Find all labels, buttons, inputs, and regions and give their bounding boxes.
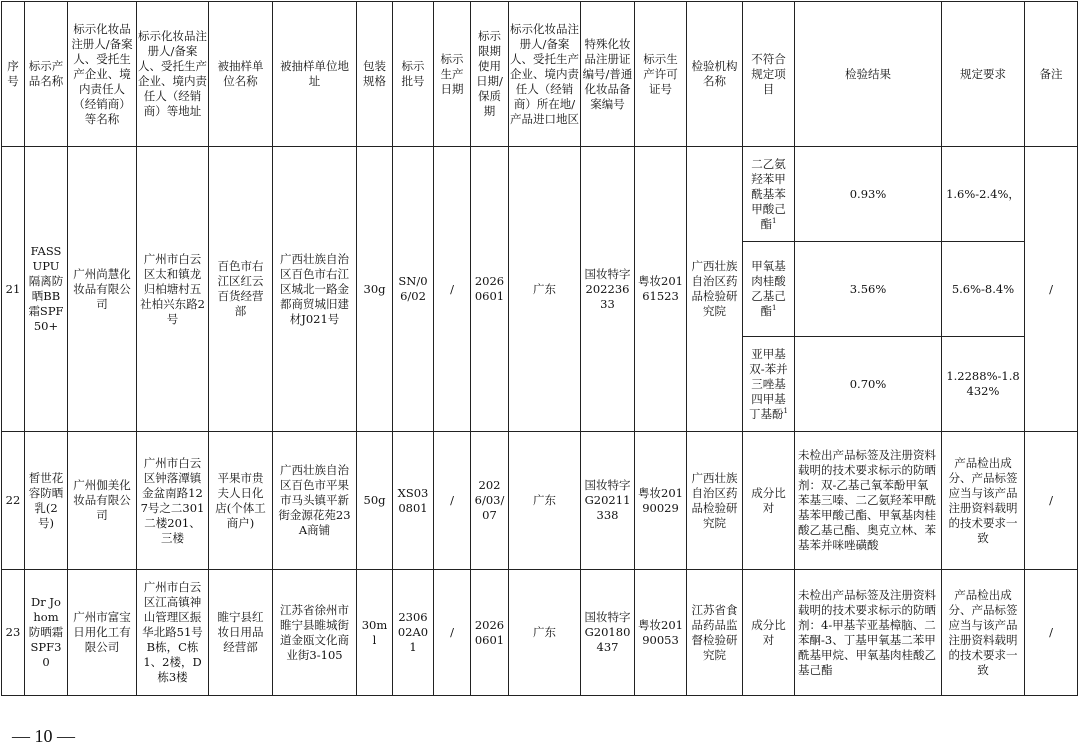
cell-company: 广州市富宝日用化工有限公司 [68, 570, 137, 696]
header-cell: 序号 [2, 2, 25, 147]
cell-requirement: 1.6%-2.4%， [942, 147, 1025, 242]
cell-lab: 广西壮族自治区药品检验研究院 [687, 432, 743, 570]
header-cell: 标示限期使用日期/保质期 [471, 2, 509, 147]
cell-product-name: Dr Johom防晒霜SPF30 [25, 570, 68, 696]
footnote-mark: 1 [772, 304, 777, 313]
cell-no: 22 [2, 432, 25, 570]
cell-prod-date: / [434, 570, 471, 696]
table-row [2, 147, 1078, 242]
cell-reg-no: 国妆特字G20180437 [581, 570, 635, 696]
cell-requirement: 产品检出成分、产品标签应当与该产品注册资料载明的技术要求一致 [942, 570, 1025, 696]
header-cell: 标示化妆品注册人/备案人、受托生产企业、境内责任人（经销商）等地址 [137, 2, 209, 147]
cell-expiry: 20260601 [471, 147, 509, 432]
cell-result: 3.56% [795, 242, 942, 337]
cell-reg-no: 国妆特字G20211338 [581, 432, 635, 570]
header-cell: 不符合规定项目 [743, 2, 795, 147]
cell-result: 未检出产品标签及注册资料载明的技术要求标示的防晒剂：4-甲基苄亚基樟脑、二苯酮-3、丁基甲氧基二苯甲酰基甲烷、甲氧基肉桂酸乙基己酯 [795, 570, 942, 696]
cell-note: / [1025, 570, 1078, 696]
cell-batch: SN/06/02 [393, 147, 434, 432]
cell-item [743, 242, 795, 337]
cell-lab: 江苏省食品药品监督检验研究院 [687, 570, 743, 696]
header-cell: 标示生产许可证号 [635, 2, 687, 147]
header-row [2, 2, 1078, 147]
cell-note: / [1025, 147, 1078, 432]
cell-item: 成分比对 [743, 570, 795, 696]
cell-item [743, 147, 795, 242]
cell-spec: 50g [357, 432, 393, 570]
header-cell: 检验结果 [795, 2, 942, 147]
header-cell: 检验机构名称 [687, 2, 743, 147]
cell-requirement: 5.6%-8.4% [942, 242, 1025, 337]
cell-sampled-address: 广西壮族自治区百色市右江区城北一路金都商贸城旧建材J021号 [273, 147, 357, 432]
cell-lab: 广西壮族自治区药品检验研究院 [687, 147, 743, 432]
header-cell: 标示化妆品注册人/备案人、受托生产企业、境内责任人（经销商）等名称 [68, 2, 137, 147]
cell-spec: 30ml [357, 570, 393, 696]
cell-product-name: FASS UPU隔离防晒BB霜SPF50+ [25, 147, 68, 432]
cell-no: 23 [2, 570, 25, 696]
cell-company-address: 广州市白云区太和镇龙归柏塘村五社柏兴东路2号 [137, 147, 209, 432]
cell-license: 粤妆20161523 [635, 147, 687, 432]
cell-company-address: 广州市白云区钟落潭镇金盆南路127号之二301二楼201、三楼 [137, 432, 209, 570]
header-cell: 规定要求 [942, 2, 1025, 147]
header-cell: 备注 [1025, 2, 1078, 147]
cell-reg-no: 国妆特字20223633 [581, 147, 635, 432]
item-text: 亚甲基双-苯并三唑基四甲基丁基酚 [749, 346, 788, 421]
cell-company: 广州伽美化妆品有限公司 [68, 432, 137, 570]
header-cell: 特殊化妆品注册证编号/普通化妆品备案编号 [581, 2, 635, 147]
cell-note: / [1025, 432, 1078, 570]
cell-batch: XS030801 [393, 432, 434, 570]
item-text: 甲氧基肉桂酸乙基己酯 [751, 259, 786, 318]
cell-result: 0.70% [795, 337, 942, 432]
cell-requirement: 产品检出成分、产品标签应当与该产品注册资料载明的技术要求一致 [942, 432, 1025, 570]
cell-batch: 230602A01 [393, 570, 434, 696]
cell-sampled-address: 广西壮族自治区百色市平果市马头镇平新街金源花苑23A商铺 [273, 432, 357, 570]
cell-item [743, 337, 795, 432]
cell-company: 广州尚慧化妆品有限公司 [68, 147, 137, 432]
table-row [2, 570, 1078, 696]
cell-prod-date: / [434, 432, 471, 570]
cell-expiry: 2026/03/07 [471, 432, 509, 570]
table-row [2, 432, 1078, 570]
cell-license: 粤妆20190029 [635, 432, 687, 570]
header-cell: 标示产品名称 [25, 2, 68, 147]
header-cell: 被抽样单位地址 [273, 2, 357, 147]
cell-spec: 30g [357, 147, 393, 432]
header-cell: 被抽样单位名称 [209, 2, 273, 147]
item-text: 二乙氨羟苯甲酰基苯甲酸己酯 [751, 156, 786, 231]
header-cell: 标示批号 [393, 2, 434, 147]
cell-requirement: 1.2288%-1.8432% [942, 337, 1025, 432]
cell-license: 粤妆20190053 [635, 570, 687, 696]
header-cell: 包装规格 [357, 2, 393, 147]
cell-company-address: 广州市白云区江高镇神山管理区振华北路51号B栋，C栋1、2楼，D栋3楼 [137, 570, 209, 696]
cell-region: 广东 [509, 570, 581, 696]
cell-no: 21 [2, 147, 25, 432]
footnote-mark: 1 [783, 406, 788, 415]
cell-region: 广东 [509, 147, 581, 432]
header-cell: 标示生产日期 [434, 2, 471, 147]
cell-prod-date: / [434, 147, 471, 432]
cell-sampled-unit: 百色市右江区红云百货经营部 [209, 147, 273, 432]
inspection-table [1, 1, 1078, 696]
cell-result: 0.93% [795, 147, 942, 242]
header-cell: 标示化妆品注册人/备案人、受托生产企业、境内责任人（经销商）所在地/产品进口地区 [509, 2, 581, 147]
cell-expiry: 20260601 [471, 570, 509, 696]
cell-sampled-address: 江苏省徐州市睢宁县睢城街道金瓯文化商业街3-105 [273, 570, 357, 696]
cell-result: 未检出产品标签及注册资料载明的技术要求标示的防晒剂：双-乙基己氧苯酚甲氧苯基三嗪、二乙氨羟苯甲酰基苯甲酸己酯、甲氧基肉桂酸乙基己酯、奥克立林、苯基苯并咪唑磺酸 [795, 432, 942, 570]
cell-product-name: 皙世花容防晒乳(2号) [25, 432, 68, 570]
cell-sampled-unit: 平果市贵夫人日化店(个体工商户) [209, 432, 273, 570]
cell-region: 广东 [509, 432, 581, 570]
cell-item: 成分比对 [743, 432, 795, 570]
cell-sampled-unit: 睢宁县红妆日用品经营部 [209, 570, 273, 696]
footnote-mark: 1 [772, 216, 777, 225]
page-number: — 10 — [12, 726, 75, 746]
